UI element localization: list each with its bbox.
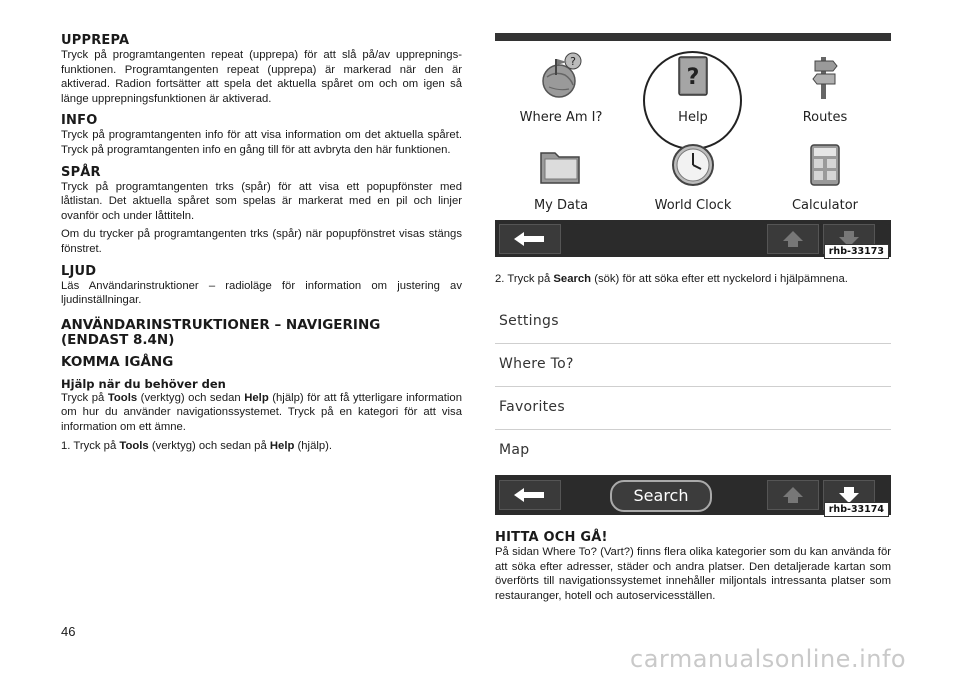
hjalp-text: Tryck på Tools (verktyg) och sedan Help (hjälp) för att få ytterligare information om hur du använder navigationssystemet. Tryck på en kategori för att visa information om ett ämne. [61,391,462,433]
clock-icon [667,139,719,191]
ljud-text: Läs Användarinstruktioner – radioläge för information om justering av ljudinställningar. [61,279,462,307]
tool-calculator[interactable] [759,131,891,219]
tools-menu-screenshot [495,33,891,258]
figure-tag: rhb-33173 [824,244,889,259]
ljud-heading: LJUD [61,263,97,279]
tools-grid [495,43,891,219]
tools-term: Tools [107,391,138,404]
tool-label: Calculator [791,198,858,213]
status-bar [495,33,891,41]
step-2-search: Search [553,273,592,285]
back-button[interactable] [499,224,561,254]
step-2: 2. Tryck på Search (sök) för att söka efter ett nyckelord i hjälpämnena. [495,273,848,285]
hitta-text: På sidan Where To? (Vart?) finns flera olika kategorier som du kan använda för att söka efter adresser, städer och andra platser. Den detaljerade kartan som överförts till navigationssystemet innehåller miljontals intressanta platser som restauranger, hotell och autoservicesställen. [495,546,891,602]
upprepa-text: Tryck på programtangenten repeat (upprepa) för att slå på/av upprepnings-funktionen. Programtangenten repeat (upprepa) är markerad när den är aktiverad. Radion fortsätter att spela det aktuella spåret om och om igen så länge upprepningsfunktionen är aktiverad. [61,49,462,105]
routes-signpost-icon [799,51,851,103]
help-nav-bar [495,475,891,515]
spar-text-2: Om du trycker på programtangenten trks (spår) när popupfönstret visas stängs fönstret. [61,228,462,255]
tool-label: Help [678,110,708,125]
svg-text:?: ? [570,55,576,68]
upprepa-heading: UPPREPA [61,33,130,48]
hitta-section [495,530,891,603]
topic-row[interactable]: Map [499,442,530,458]
scroll-up-button[interactable] [767,480,819,510]
tool-world-clock[interactable] [627,131,759,219]
info-heading: INFO [61,113,98,129]
step-1-help: Help [269,439,295,452]
hjalp-heading: Hjälp när du behöver den [61,376,226,391]
tool-my-data[interactable] [495,131,627,219]
step-1-tools: Tools [119,439,149,452]
back-arrow-icon [500,225,560,253]
navigation-heading-line2: (ENDAST 8.4N) [61,331,175,348]
page-number: 46 [61,624,76,639]
watermark: carmanualsonline.info [630,645,907,673]
help-topics-screenshot [495,301,891,516]
tool-label: World Clock [654,198,732,213]
left-column [61,33,462,453]
info-text: Tryck på programtangenten info för att visa information om det aktuella spåret. Tryck på programtangenten info en gång till för att avbryta den här funktionen. [61,129,462,156]
tool-label: Routes [802,110,848,125]
tool-routes[interactable] [759,43,891,131]
calculator-icon [799,139,851,191]
komma-heading: KOMMA IGÅNG [61,353,174,370]
help-book-icon [667,51,719,103]
svg-text:?: ? [686,65,700,90]
tool-where-am-i[interactable] [495,43,627,131]
folder-icon [535,139,587,191]
search-button[interactable]: Search [610,480,712,512]
spar-heading: SPÅR [61,164,101,180]
back-button[interactable] [499,480,561,510]
globe-question-icon [535,51,587,103]
back-arrow-icon [500,481,560,509]
step-1: 1. Tryck på Tools (verktyg) och sedan på Help (hjälp). [61,439,333,452]
tool-label: My Data [533,198,589,213]
up-arrow-icon [768,481,818,509]
help-term: Help [244,391,269,404]
spar-text-1: Tryck på programtangenten trks (spår) för att visa ett popupfönster med låtlistan. Det aktuella spåret som spelas är markerat med en pil och linjer ovanför och under låttiteln. [61,180,462,222]
tool-label: Where Am I? [519,110,603,125]
scroll-up-button[interactable] [767,224,819,254]
topic-row[interactable]: Favorites [495,387,891,430]
navigation-heading-line1: ANVÄNDARINSTRUKTIONER – NAVIGERING [61,316,381,333]
up-arrow-icon [768,225,818,253]
tools-nav-bar [495,220,891,257]
hitta-heading: HITTA OCH GÅ! [495,530,608,545]
figure-tag: rhb-33174 [824,502,889,517]
topic-row[interactable]: Settings [495,301,891,344]
navigation-heading [61,318,462,348]
tool-help[interactable] [627,43,759,131]
right-column [495,33,891,516]
topic-row[interactable]: Where To? [495,344,891,387]
